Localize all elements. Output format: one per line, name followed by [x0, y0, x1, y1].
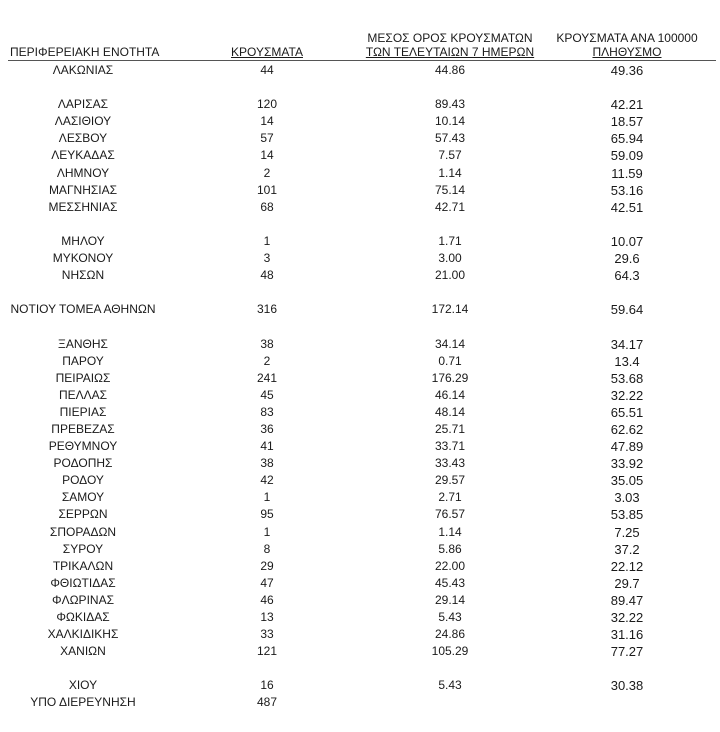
cases-cell: 16 — [260, 678, 274, 693]
per-100000-cell: 31.16 — [610, 627, 644, 643]
table-row — [0, 267, 720, 284]
table-row — [0, 370, 720, 387]
table-row — [0, 694, 720, 711]
region-cell: ΠΙΕΡΙΑΣ — [59, 404, 107, 419]
per-100000-cell: 53.85 — [610, 507, 644, 523]
average-cell: 1.14 — [438, 524, 462, 539]
region-cell: ΛΑΣΙΘΙΟΥ — [54, 114, 112, 129]
table-row — [0, 62, 720, 79]
per-100000-cell: 42.51 — [610, 199, 644, 215]
region-cell: ΜΥΚΟΝΟΥ — [52, 251, 114, 266]
cases-cell: 44 — [260, 63, 274, 77]
table-body — [0, 62, 720, 712]
header-region-label: ΠΕΡΙΦΕΡΕΙΑΚΗ ΕΝΟΤΗΤΑ — [10, 45, 160, 59]
region-cell: ΣΥΡΟΥ — [62, 541, 104, 556]
per-100000-cell: 65.51 — [610, 404, 644, 420]
header-region — [10, 45, 159, 59]
region-cell: ΧΙΟΥ — [68, 678, 98, 693]
average-cell: 33.43 — [434, 456, 466, 471]
cases-cell: 120 — [256, 97, 278, 112]
region-cell: ΡΟΔΟΥ — [62, 473, 104, 488]
average-cell: 5.86 — [438, 541, 462, 556]
cases-cell: 45 — [260, 387, 274, 402]
average-cell: 75.14 — [434, 182, 466, 197]
table-row — [0, 609, 720, 626]
average-cell: 76.57 — [434, 507, 466, 522]
average-cell: 2.71 — [438, 490, 462, 505]
average-cell: 1.14 — [438, 165, 462, 180]
header-per-line2: ΠΛΗΘΥΣΜΟ — [592, 45, 662, 59]
average-cell: 0.71 — [438, 353, 462, 368]
table-row — [0, 250, 720, 267]
table-row — [0, 404, 720, 421]
region-cell: ΠΕΙΡΑΙΩΣ — [55, 370, 111, 385]
average-cell: 57.43 — [434, 131, 466, 146]
table-row — [0, 575, 720, 592]
per-100000-cell: 42.21 — [610, 97, 644, 113]
table-row — [0, 113, 720, 130]
table-row — [0, 455, 720, 472]
cases-cell: 101 — [256, 182, 278, 197]
cases-cell: 487 — [256, 695, 278, 710]
per-100000-cell: 34.17 — [610, 336, 644, 352]
table-row — [0, 233, 720, 250]
table-row — [0, 506, 720, 523]
per-100000-cell: 49.36 — [610, 63, 644, 78]
cases-cell: 3 — [263, 251, 271, 266]
cases-cell: 1 — [263, 524, 271, 539]
cases-cell: 2 — [263, 165, 271, 180]
table-row — [0, 353, 720, 370]
region-cell: ΣΑΜΟΥ — [61, 490, 105, 505]
cases-cell: 41 — [260, 439, 274, 454]
cases-cell: 1 — [263, 233, 271, 248]
average-cell: 21.00 — [434, 268, 466, 283]
per-100000-cell: 59.09 — [610, 148, 644, 164]
header-rule — [8, 60, 716, 61]
header-per-line1: ΚΡΟΥΣΜΑΤΑ ΑΝΑ 100000 — [556, 31, 698, 45]
cases-cell: 48 — [260, 268, 274, 283]
per-100000-cell: 32.22 — [610, 387, 644, 403]
region-cell: ΦΘΙΩΤΙΔΑΣ — [50, 575, 116, 590]
region-cell: ΝΗΣΩΝ — [61, 268, 105, 283]
cases-cell: 29 — [260, 558, 274, 573]
region-cell: ΡΟΔΟΠΗΣ — [53, 456, 113, 471]
region-cell: ΞΑΝΘΗΣ — [58, 336, 108, 351]
per-100000-cell: 29.6 — [614, 251, 640, 267]
table-row — [0, 130, 720, 147]
table-row — [0, 199, 720, 216]
table-row — [0, 147, 720, 164]
per-100000-cell: 47.89 — [610, 439, 644, 455]
table-row — [0, 472, 720, 489]
per-100000-cell: 7.25 — [614, 524, 640, 540]
table-row — [0, 421, 720, 438]
table-row — [0, 626, 720, 643]
cases-cell: 83 — [260, 404, 274, 419]
per-100000-cell: 10.07 — [610, 233, 644, 249]
average-cell: 10.14 — [434, 114, 466, 129]
table-row — [0, 336, 720, 353]
average-cell: 105.29 — [431, 644, 469, 659]
average-cell: 42.71 — [434, 199, 466, 214]
per-100000-cell: 18.57 — [610, 114, 644, 130]
cases-cell: 14 — [260, 114, 274, 129]
region-cell: ΣΠΟΡΑΔΩΝ — [49, 524, 117, 539]
table-row — [0, 301, 720, 318]
average-cell: 48.14 — [434, 404, 466, 419]
table-row — [0, 592, 720, 609]
header-cases — [222, 45, 312, 59]
region-cell: ΦΩΚΙΔΑΣ — [56, 610, 110, 624]
average-cell: 176.29 — [431, 370, 469, 385]
average-cell: 34.14 — [434, 336, 466, 351]
per-100000-cell: 89.47 — [610, 592, 644, 608]
per-100000-cell: 13.4 — [614, 353, 640, 369]
region-cell: ΠΡΕΒΕΖΑΣ — [51, 421, 115, 436]
region-cell: ΠΕΛΛΑΣ — [58, 387, 108, 402]
average-cell: 7.57 — [438, 148, 462, 163]
region-cell: ΧΑΛΚΙΔΙΚΗΣ — [47, 627, 119, 642]
cases-cell: 38 — [260, 456, 274, 471]
region-cell: ΛΑΡΙΣΑΣ — [57, 97, 109, 112]
average-cell: 1.71 — [438, 233, 462, 248]
table-row — [0, 182, 720, 199]
average-cell: 5.43 — [438, 610, 462, 624]
average-cell: 25.71 — [434, 421, 466, 436]
cases-cell: 57 — [260, 131, 274, 146]
region-cell: ΣΕΡΡΩΝ — [58, 507, 108, 522]
table-row — [0, 524, 720, 541]
cases-cell: 316 — [256, 302, 278, 317]
per-100000-cell: 35.05 — [610, 473, 644, 489]
per-100000-cell: 29.7 — [614, 575, 640, 591]
cases-cell: 241 — [256, 370, 278, 385]
per-100000-cell: 64.3 — [614, 268, 640, 284]
average-cell: 5.43 — [438, 678, 462, 693]
cases-cell: 33 — [260, 627, 274, 642]
average-cell: 22.00 — [434, 558, 466, 573]
cases-cell: 2 — [263, 353, 271, 368]
table-row — [0, 96, 720, 113]
per-100000-cell: 53.16 — [610, 182, 644, 198]
header-per-100000 — [543, 31, 711, 59]
table-row — [0, 643, 720, 660]
cases-cell: 121 — [256, 644, 278, 659]
region-cell: ΡΕΘΥΜΝΟΥ — [48, 439, 118, 454]
average-cell: 24.86 — [434, 627, 466, 642]
per-100000-cell: 62.62 — [610, 421, 644, 437]
cases-cell: 68 — [260, 199, 274, 214]
per-100000-cell: 33.92 — [610, 456, 644, 472]
cases-cell: 13 — [260, 610, 274, 624]
average-cell: 44.86 — [434, 63, 466, 77]
region-cell: ΦΛΩΡΙΝΑΣ — [52, 592, 114, 607]
per-100000-cell: 11.59 — [611, 165, 643, 181]
cases-cell: 36 — [260, 421, 274, 436]
average-cell: 29.57 — [434, 473, 466, 488]
per-100000-cell: 37.2 — [614, 541, 640, 557]
cases-cell: 8 — [263, 541, 271, 556]
average-cell: 33.71 — [434, 439, 466, 454]
header-average-line1: ΜΕΣΟΣ ΟΡΟΣ ΚΡΟΥΣΜΑΤΩΝ — [367, 31, 533, 45]
cases-cell: 47 — [260, 575, 274, 590]
region-cell: ΧΑΝΙΩΝ — [60, 644, 106, 659]
region-cell: ΤΡΙΚΑΛΩΝ — [52, 558, 114, 573]
average-cell: 89.43 — [434, 97, 466, 112]
cases-cell: 46 — [260, 592, 274, 607]
average-cell: 46.14 — [434, 387, 466, 402]
per-100000-cell: 59.64 — [610, 302, 644, 318]
region-cell: ΛΕΣΒΟΥ — [58, 131, 108, 146]
per-100000-cell: 77.27 — [610, 644, 644, 660]
region-cell: ΛΕΥΚΑΔΑΣ — [51, 148, 115, 163]
region-cell: ΛΗΜΝΟΥ — [56, 165, 110, 180]
average-cell: 3.00 — [438, 251, 462, 266]
table-row — [0, 541, 720, 558]
region-cell: ΜΑΓΝΗΣΙΑΣ — [48, 182, 118, 197]
per-100000-cell: 32.22 — [610, 610, 644, 625]
per-100000-cell: 3.03 — [614, 490, 640, 506]
header-average — [355, 31, 545, 59]
header-average-line2: ΤΩΝ ΤΕΛΕΥΤΑΙΩΝ 7 ΗΜΕΡΩΝ — [365, 45, 535, 59]
table-row — [0, 438, 720, 455]
cases-cell: 38 — [260, 336, 274, 351]
cases-cell: 1 — [263, 490, 271, 505]
table-row — [0, 489, 720, 506]
table-row — [0, 387, 720, 404]
average-cell: 45.43 — [434, 575, 466, 590]
region-cell: ΠΑΡΟΥ — [62, 353, 104, 368]
region-cell: ΛΑΚΩΝΙΑΣ — [52, 63, 114, 77]
average-cell: 29.14 — [434, 592, 466, 607]
region-cell: ΜΕΣΣΗΝΙΑΣ — [48, 199, 118, 214]
table-row — [0, 165, 720, 182]
region-cell: ΜΗΛΟΥ — [61, 233, 105, 248]
table-row — [0, 677, 720, 694]
header-cases-label: ΚΡΟΥΣΜΑΤΑ — [231, 45, 303, 59]
per-100000-cell: 53.68 — [610, 370, 644, 386]
per-100000-cell: 22.12 — [610, 558, 644, 574]
per-100000-cell: 30.38 — [610, 678, 644, 694]
per-100000-cell: 65.94 — [610, 131, 644, 147]
average-cell: 172.14 — [431, 302, 469, 317]
table-row — [0, 558, 720, 575]
cases-cell: 95 — [260, 507, 274, 522]
region-cell: ΥΠΟ ΔΙΕΡΕΥΝΗΣΗ — [30, 695, 136, 710]
region-cell: ΝΟΤΙΟΥ ΤΟΜΕΑ ΑΘΗΝΩΝ — [10, 302, 156, 317]
cases-cell: 14 — [260, 148, 274, 163]
cases-cell: 42 — [260, 473, 274, 488]
